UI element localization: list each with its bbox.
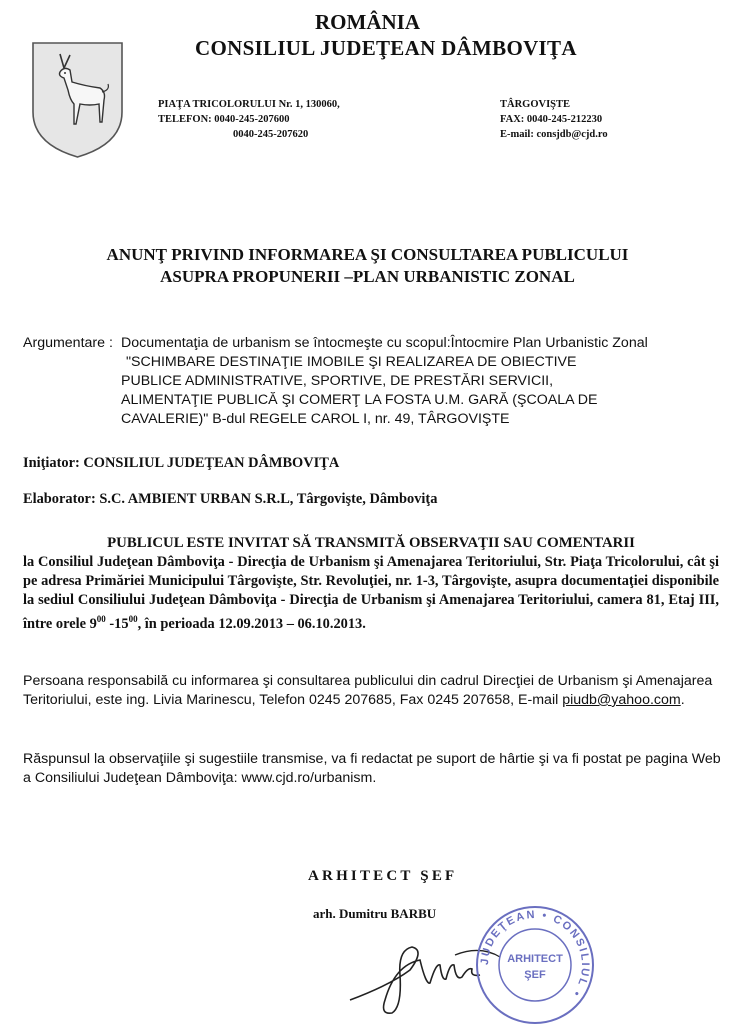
hour-end-superscript: 00 (128, 614, 138, 624)
country-heading: ROMÂNIA (315, 10, 420, 34)
fax-line: FAX: 0040-245-212230 (500, 114, 603, 125)
address-line: PIAŢA TRICOLORULUI Nr. 1, 130060, (158, 99, 340, 110)
initiator-line: Iniţiator: CONSILIUL JUDEŢEAN DÂMBOVIŢA (23, 455, 340, 471)
hour-separator: -15 (105, 615, 129, 632)
title-line-2: ASUPRA PROPUNERII –PLAN URBANISTIC ZONAL (160, 267, 575, 286)
argument-label: Argumentare : (23, 335, 113, 351)
argument-line-4: ALIMENTAŢIE PUBLICĂ ŞI COMERŢ LA FOSTA U.M. GARĂ (ŞCOALA DE (121, 392, 598, 408)
invitation-heading: PUBLICUL ESTE INVITAT SĂ TRANSMITĂ OBSERVAŢII SAU COMENTARII (107, 535, 635, 551)
argument-line-3: PUBLICE ADMINISTRATIVE, SPORTIVE, DE PRESTĂRI SERVICII, (121, 373, 554, 389)
hour-start-superscript: 00 (96, 614, 106, 624)
city-line: TÂRGOVIŞTE (500, 99, 571, 110)
stamp-inner-line-1: ARHITECT (507, 953, 563, 965)
responsible-text: Persoana responsabilă cu informarea şi consultarea publicului din cadrul Direcţiei de Urbanism şi Amenajarea Teritoriului, este ing. Livia Marinescu, Telefon 0245 207685, Fax 0245 207658, E-mail (23, 673, 713, 708)
phone-line-2: 0040-245-207620 (233, 129, 309, 140)
invitation-paragraph (23, 534, 719, 634)
answer-paragraph: Răspunsul la observaţiile şi sugestiile transmise, va fi redactat pe suport de hârtie şi va fi postat pe pagina Web a Consiliului Judeţean Dâmboviţa: www.cjd.ro/urbanism. (23, 751, 721, 786)
contact-address-block (158, 97, 340, 142)
chief-architect-title: ARHITECT ŞEF (308, 868, 458, 884)
stamp-icon (470, 900, 600, 1030)
responsible-paragraph (23, 672, 723, 710)
council-heading: CONSILIUL JUDEŢEAN DÂMBOVIŢA (195, 36, 577, 60)
invitation-body: la Consiliul Judeţean Dâmboviţa - Direcţia de Urbanism şi Amenajarea Teritoriului, Str. Piaţa Tricolorului, cât şi pe adresa Primăriei Municipului Târgovişte, Str. Revoluţiei, nr. 1-3, Târgovişte, asupra documentaţiei disponibile la sediul Consiliului Judeţean Dâmboviţa - Direcţia de Urbanism şi Amenajarea Teritoriului, camera 81, Etaj III, între orele 9 (23, 554, 719, 632)
argument-line-1: Documentaţia de urbanism se întocmeşte cu scopul:Întocmire Plan Urbanistic Zonal (121, 335, 648, 351)
contact-city-block (500, 97, 608, 142)
responsible-email-link[interactable]: piudb@yahoo.com (562, 692, 681, 708)
stamp-inner-line-2: ŞEF (524, 969, 546, 981)
title-line-1: ANUNŢ PRIVIND INFORMAREA ŞI CONSULTAREA PUBLICULUI (106, 245, 629, 264)
argument-paragraph (23, 334, 723, 429)
email-line: E-mail: consjdb@cjd.ro (500, 129, 608, 140)
argument-line-2: "SCHIMBARE DESTINAŢIE IMOBILE ŞI REALIZAREA DE OBIECTIVE (126, 354, 577, 370)
phone-line-1: TELEFON: 0040-245-207600 (158, 114, 290, 125)
county-coat-of-arms (30, 40, 125, 160)
argument-line-5: CAVALERIE)" B-dul REGELE CAROL I, nr. 49, TÂRGOVIŞTE (121, 411, 510, 427)
deer-icon (30, 40, 125, 160)
announcement-title (0, 244, 735, 288)
elaborator-line: Elaborator: S.C. AMBIENT URBAN S.R.L, Târgovişte, Dâmboviţa (23, 491, 438, 507)
stamp-outer-text: JUDEŢEAN • CONSILIUL • (478, 908, 592, 1000)
responsible-end: . (680, 692, 685, 708)
invitation-period: , în perioada 12.09.2013 – 06.10.2013. (137, 615, 366, 632)
official-stamp (470, 900, 600, 1030)
chief-architect-name: arh. Dumitru BARBU (313, 906, 437, 921)
